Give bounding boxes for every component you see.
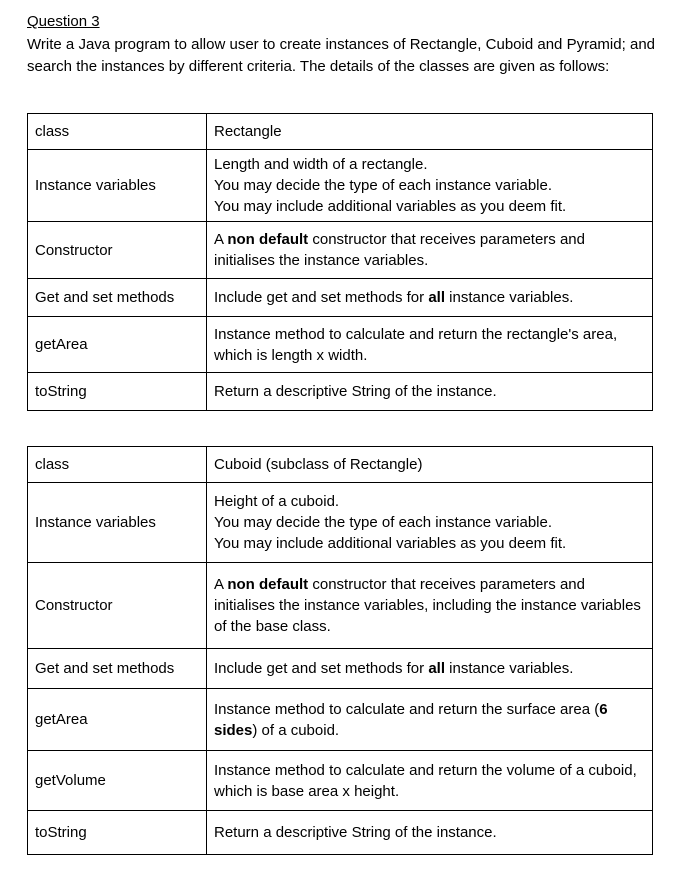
description-line: Height of a cuboid. [214,493,340,510]
row-label: Constructor [28,222,207,279]
description-text: constructor that receives parameters and initialises the instance variables. [214,231,585,269]
table-row [28,447,653,483]
row-label: Constructor [28,563,207,649]
description-text: instance variables. [445,660,574,677]
description-text: A [214,231,228,248]
description-bold-text: all [428,660,445,677]
description-bold-text: 6 sides [214,700,608,739]
row-description [207,150,653,222]
row-label: toString [28,373,207,411]
description-bold-text: non default [227,231,309,248]
row-description [207,483,653,563]
row-label: Get and set methods [28,279,207,317]
description-text: A [214,576,228,593]
table-row [28,279,653,317]
row-description: Return a descriptive String of the instance. [207,811,653,855]
row-label: getVolume [28,751,207,811]
row-description [207,279,653,317]
description-line: You may include additional variables as you deem fit. [214,535,567,552]
row-label: Instance variables [28,483,207,563]
table-row [28,114,653,150]
description-line: You may decide the type of each instance variable. [214,514,552,531]
table-row [28,222,653,279]
table-row [28,317,653,373]
row-label: getArea [28,317,207,373]
table-row [28,649,653,689]
description-bold-text: non default [227,576,309,593]
row-description: Instance method to calculate and return the volume of a cuboid, which is base area x height. [207,751,653,811]
row-label: Instance variables [28,150,207,222]
row-label: class [28,114,207,150]
row-label: getArea [28,689,207,751]
rectangle-class-table [27,113,653,411]
description-line: You may decide the type of each instance variable. [214,177,552,194]
row-description: Instance method to calculate and return the rectangle's area, which is length x width. [207,317,653,373]
description-line: You may include additional variables as you deem fit. [214,198,567,215]
row-label: Get and set methods [28,649,207,689]
row-label: toString [28,811,207,855]
row-description [207,563,653,649]
table-row [28,751,653,811]
row-label: class [28,447,207,483]
row-description: Cuboid (subclass of Rectangle) [207,447,653,483]
table-row [28,811,653,855]
description-line: Length and width of a rectangle. [214,156,428,173]
description-text: Include get and set methods for [214,289,429,306]
description-text: constructor that receives parameters and initialises the instance variables, including the instance variables of the base class. [214,576,641,635]
description-text: Instance method to calculate and return the surface area ( [214,700,600,718]
row-description [207,649,653,689]
row-description: Rectangle [207,114,653,150]
cuboid-class-table [27,446,653,855]
description-text: Include get and set methods for [214,660,429,677]
question-heading: Question 3 [27,13,100,30]
table-row [28,150,653,222]
row-description [207,222,653,279]
row-description: Return a descriptive String of the instance. [207,373,653,411]
table-row [28,483,653,563]
description-bold-text: all [428,289,445,306]
table-row [28,563,653,649]
description-text: ) of a cuboid. [252,721,340,739]
question-intro: Write a Java program to allow user to create instances of Rectangle, Cuboid and Pyramid; and search the instances by different criteria. The details of the classes are given as follows: [27,36,655,75]
table-row [28,373,653,411]
description-text: instance variables. [445,289,574,306]
row-description [207,689,653,751]
table-row [28,689,653,751]
